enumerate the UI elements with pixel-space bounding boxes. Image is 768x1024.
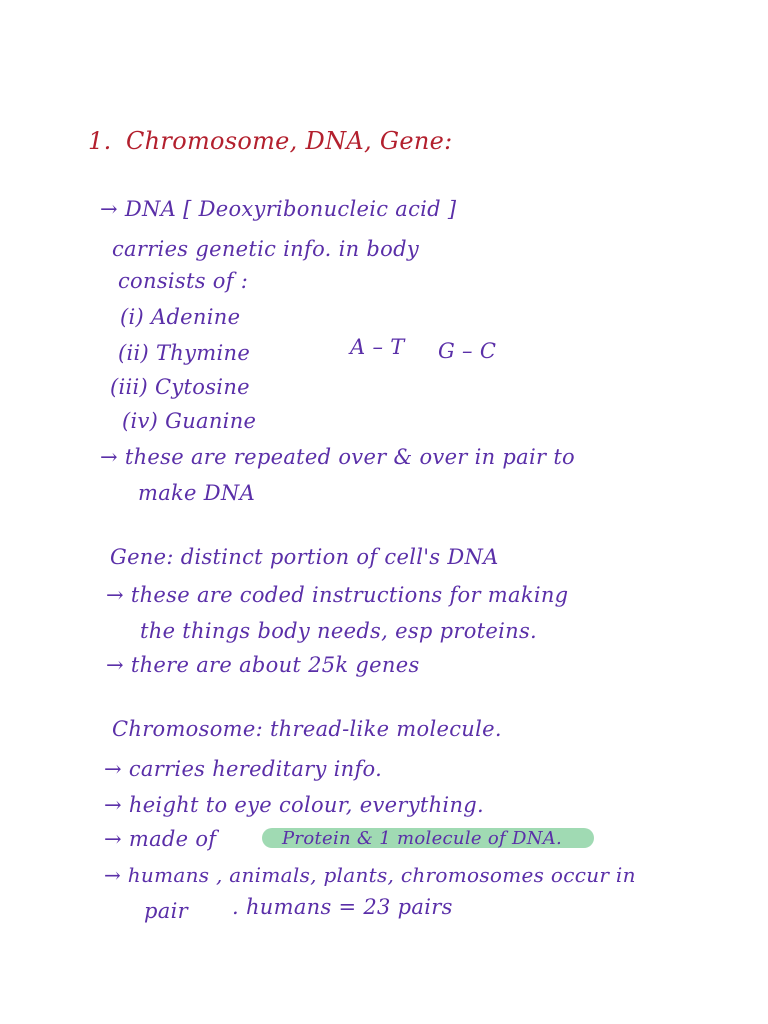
dna-carries-line: carries genetic info. in body — [112, 237, 420, 261]
chromosome-occurrence-line: → humans , animals, plants, chromosomes occur in — [104, 863, 636, 887]
section-heading: Chromosome, DNA, Gene: — [126, 127, 453, 155]
dna-definition: → DNA [ Deoxyribonucleic acid ] — [100, 197, 457, 221]
chromosome-composition-highlight: Protein & 1 molecule of DNA. — [282, 828, 563, 849]
chromosome-traits-line: → height to eye colour, everything. — [104, 793, 484, 817]
dna-consists-line: consists of : — [118, 269, 249, 293]
gene-count-line: → there are about 25k genes — [106, 653, 420, 677]
chromosome-pair-word: pair — [144, 899, 188, 923]
dna-repeat-line: → these are repeated over & over in pair to — [100, 445, 576, 469]
gene-definition: Gene: distinct portion of cell's DNA — [110, 545, 499, 569]
base-adenine: (i) Adenine — [120, 305, 241, 329]
base-cytosine: (iii) Cytosine — [110, 375, 250, 399]
chromosome-made-of-label: → made of — [104, 827, 217, 851]
section-number: 1. — [88, 127, 112, 155]
gene-coded-line: → these are coded instructions for making — [106, 583, 569, 607]
chromosome-carries-line: → carries hereditary info. — [104, 757, 383, 781]
pair-g-c: G – C — [438, 339, 497, 363]
base-guanine: (iv) Guanine — [122, 409, 257, 433]
gene-proteins-line: the things body needs, esp proteins. — [140, 619, 537, 643]
dna-make-line: make DNA — [138, 481, 256, 505]
pair-a-t: A – T — [350, 335, 405, 359]
human-pairs-line: . humans = 23 pairs — [232, 895, 453, 919]
base-thymine: (ii) Thymine — [118, 341, 251, 365]
chromosome-definition: Chromosome: thread-like molecule. — [112, 717, 502, 741]
